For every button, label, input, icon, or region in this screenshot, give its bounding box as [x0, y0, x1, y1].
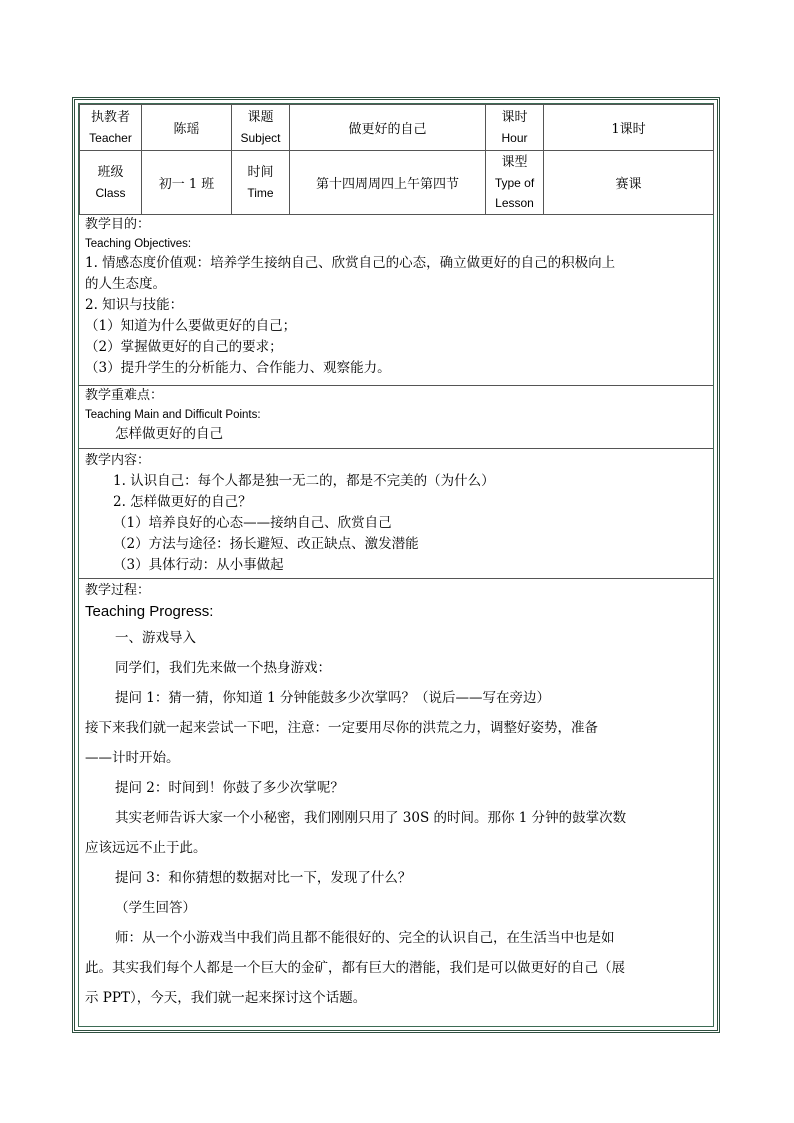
process-line: 此。其实我们每个人都是一个巨大的金矿，都有巨大的潜能，我们是可以做更好的自己（展 [85, 960, 625, 976]
content-line: （1）培养良好的心态——接纳自己、欣赏自己 [113, 515, 392, 531]
process-line: 提问 3：和你猜想的数据对比一下，发现了什么？ [115, 870, 412, 886]
key-points-title-en: Teaching Main and Difficult Points: [85, 409, 261, 421]
objective-line: 2. 知识与技能： [85, 297, 184, 313]
lesson-info-table [79, 104, 714, 215]
time-value: 第十四周周四上午第四节 [290, 151, 486, 215]
class-label-cn: 班级 [97, 164, 124, 180]
class-value: 初一 1 班 [142, 151, 232, 215]
info-row-2 [80, 151, 714, 215]
objective-line: 的人生态度。 [85, 276, 166, 292]
type-label-cn: 课型 [501, 154, 528, 170]
process-line: 提问 2：时间到！你鼓了多少次掌呢？ [115, 780, 344, 796]
info-row-1 [80, 105, 714, 151]
process-title-en: Teaching Progress: [85, 603, 214, 620]
type-label [486, 151, 544, 215]
content-line: （2）方法与途径：扬长避短、改正缺点、激发潜能 [113, 536, 419, 552]
content-line: 1. 认识自己：每个人都是独一无二的，都是不完美的（为什么） [113, 473, 495, 489]
objective-line: （3）提升学生的分析能力、合作能力、观察能力。 [85, 360, 391, 376]
objectives-title-en: Teaching Objectives: [85, 238, 192, 250]
process-line: 应该远远不止于此。 [85, 840, 207, 856]
process-section [79, 579, 713, 1025]
type-value: 赛课 [544, 151, 714, 215]
objectives-section [79, 215, 713, 386]
content-title-cn: 教学内容： [85, 453, 151, 468]
process-line: ——计时开始。 [85, 750, 180, 766]
process-line: 其实老师告诉大家一个小秘密，我们刚刚只用了 30S 的时间。那你 1 分钟的鼓掌次数 [115, 810, 627, 826]
objective-line: 1. 情感态度价值观：培养学生接纳自己、欣赏自己的心态，确立做更好的自己的积极向上 [85, 255, 616, 271]
process-line: 接下来我们就一起来尝试一下吧，注意：一定要用尽你的洪荒之力，调整好姿势，准备 [85, 720, 598, 736]
time-label-en: Time [247, 185, 274, 200]
hour-value: 1课时 [544, 105, 714, 151]
objectives-title-cn: 教学目的： [85, 217, 151, 232]
process-line: 一、游戏导入 [115, 630, 196, 646]
teacher-label-en: Teacher [89, 130, 132, 145]
class-label-en: Class [95, 185, 126, 200]
process-line: 提问 1：猜一猜，你知道 1 分钟能鼓多少次掌吗？（说后——写在旁边） [115, 690, 551, 706]
key-points-title-cn: 教学重难点： [85, 388, 164, 403]
time-label-cn: 时间 [247, 164, 274, 180]
class-label [80, 151, 142, 215]
type-label-en-1: Type of [494, 175, 535, 190]
subject-label-en: Subject [240, 130, 281, 145]
key-points-section [79, 386, 713, 449]
document-frame [72, 97, 720, 1033]
subject-label [232, 105, 290, 151]
teacher-value: 陈瑶 [142, 105, 232, 151]
process-line: 同学们，我们先来做一个热身游戏： [115, 660, 331, 676]
content-line: （3）具体行动：从小事做起 [113, 557, 284, 573]
process-title-cn: 教学过程： [85, 583, 151, 598]
subject-label-cn: 课题 [247, 109, 274, 125]
key-point-line: 怎样做更好的自己 [115, 426, 223, 442]
hour-label-en: Hour [501, 130, 528, 145]
hour-label [486, 105, 544, 151]
objective-line: （2）掌握做更好的自己的要求； [85, 339, 283, 355]
content-section [79, 449, 713, 579]
type-label-en-2: Lesson [495, 195, 534, 210]
process-line: 师：从一个小游戏当中我们尚且都不能很好的、完全的认识自己，在生活当中也是如 [115, 930, 615, 946]
process-line: （学生回答） [115, 900, 196, 916]
time-label [232, 151, 290, 215]
objective-line: （1）知道为什么要做更好的自己； [85, 318, 297, 334]
hour-label-cn: 课时 [501, 109, 528, 125]
subject-value: 做更好的自己 [290, 105, 486, 151]
content-line: 2. 怎样做更好的自己？ [113, 494, 252, 510]
process-line: 示 PPT），今天，我们就一起来探讨这个话题。 [85, 990, 367, 1006]
teacher-label-cn: 执教者 [90, 109, 130, 125]
teacher-label [80, 105, 142, 151]
